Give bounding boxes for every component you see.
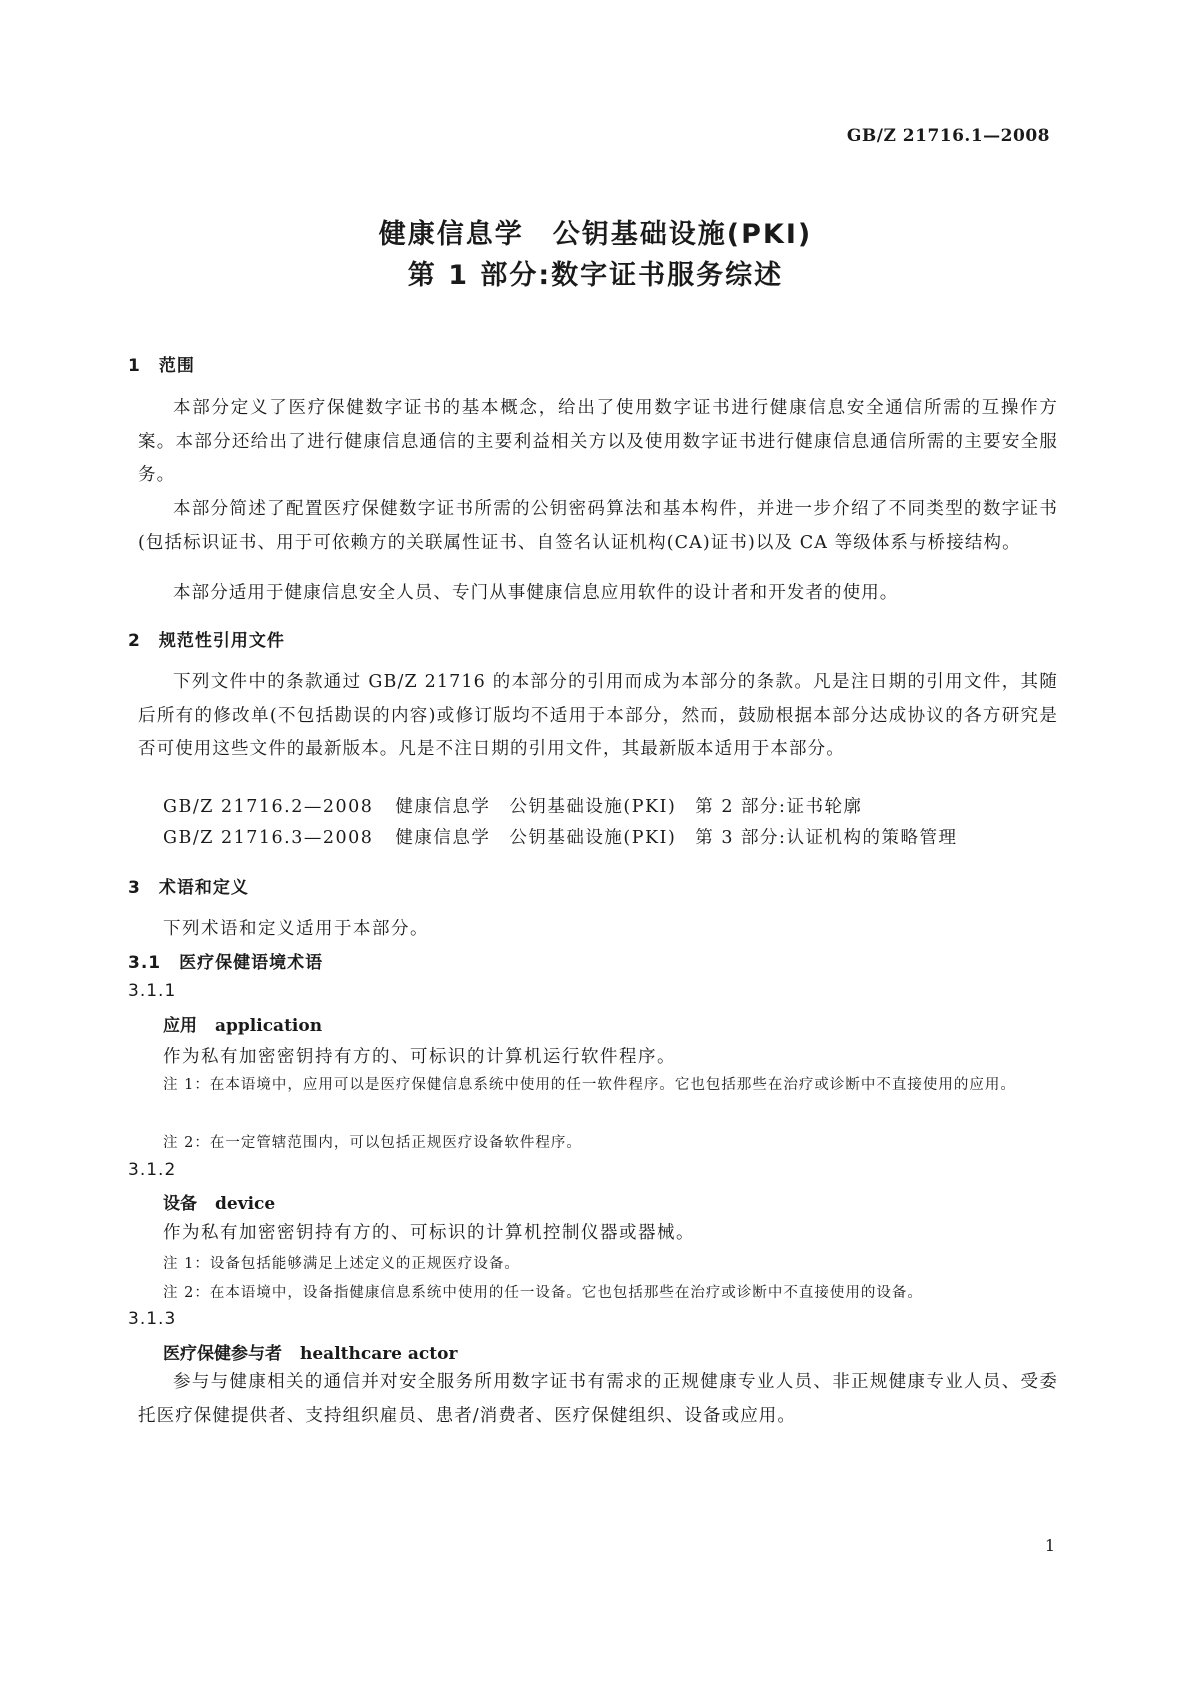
term-zh: 设备 <box>163 1194 197 1214</box>
subsection-3-1-heading: 3.1 医疗保健语境术语 <box>128 953 324 973</box>
normative-reference <box>163 824 957 849</box>
term-number: 3.1.3 <box>128 1309 177 1329</box>
term-zh: 医疗保健参与者 <box>163 1344 282 1364</box>
term-en: device <box>215 1194 276 1214</box>
reference-code: GB/Z 21716.2—2008 <box>163 797 374 817</box>
term-note: 注 1：设备包括能够满足上述定义的正规医疗设备。 <box>163 1256 520 1272</box>
term-definition: 参与与健康相关的通信并对安全服务所用数字证书有需求的正规健康专业人员、非正规健康专业人员、受委托医疗保健提供者、支持组织雇员、患者/消费者、医疗保健组织、设备或应用。 <box>138 1372 1058 1426</box>
term-definition: 作为私有加密密钥持有方的、可标识的计算机运行软件程序。 <box>163 1047 676 1067</box>
term-title <box>163 1011 322 1036</box>
section-3-heading: 3 术语和定义 <box>128 878 249 898</box>
term-number: 3.1.2 <box>128 1160 177 1180</box>
term-title <box>163 1339 457 1364</box>
reference-title: 健康信息学 公钥基础设施(PKI) 第 2 部分:证书轮廓 <box>395 797 863 817</box>
document-title-line2: 第 1 部分:数字证书服务综述 <box>407 260 784 291</box>
section-2-heading: 2 规范性引用文件 <box>128 631 285 651</box>
term-note: 注 2：在一定管辖范围内，可以包括正规医疗设备软件程序。 <box>163 1135 582 1151</box>
page-number: 1 <box>1044 1536 1055 1555</box>
term-note: 注 2：在本语境中，设备指健康信息系统中使用的任一设备。它也包括那些在治疗或诊断中不直接使用的设备。 <box>163 1285 923 1301</box>
term-en: application <box>215 1016 323 1036</box>
term-zh: 应用 <box>163 1016 197 1036</box>
section-3-intro: 下列术语和定义适用于本部分。 <box>163 919 429 939</box>
standard-code: GB/Z 21716.1—2008 <box>846 126 1050 146</box>
reference-code: GB/Z 21716.3—2008 <box>163 828 374 848</box>
reference-title: 健康信息学 公钥基础设施(PKI) 第 3 部分:认证机构的策略管理 <box>395 828 958 848</box>
document-title-line1: 健康信息学 公钥基础设施(PKI) <box>378 219 813 250</box>
term-en: healthcare actor <box>300 1344 458 1364</box>
normative-reference <box>163 793 862 818</box>
section-1-paragraph-2: 本部分简述了配置医疗保健数字证书所需的公钥密码算法和基本构件，并进一步介绍了不同类型的数字证书(包括标识证书、用于可依赖方的关联属性证书、自签名认证机构(CA)证书)以及 CA 等级体系与桥接结构。 <box>138 499 1058 553</box>
section-1-heading: 1 范围 <box>128 356 195 376</box>
term-number: 3.1.1 <box>128 981 177 1001</box>
term-definition: 作为私有加密密钥持有方的、可标识的计算机控制仪器或器械。 <box>163 1223 695 1243</box>
section-1-paragraph-1: 本部分定义了医疗保健数字证书的基本概念，给出了使用数字证书进行健康信息安全通信所需的互操作方案。本部分还给出了进行健康信息通信的主要利益相关方以及使用数字证书进行健康信息通信所需的主要安全服务。 <box>138 398 1058 485</box>
term-title <box>163 1189 275 1214</box>
section-2-paragraph: 下列文件中的条款通过 GB/Z 21716 的本部分的引用而成为本部分的条款。凡是注日期的引用文件，其随后所有的修改单(不包括勘误的内容)或修订版均不适用于本部分，然而，鼓励根据本部分达成协议的各方研究是否可使用这些文件的最新版本。凡是不注日期的引用文件，其最新版本适用于本部分。 <box>138 672 1058 759</box>
term-note: 注 1：在本语境中，应用可以是医疗保健信息系统中使用的任一软件程序。它也包括那些在治疗或诊断中不直接使用的应用。 <box>163 1077 1016 1093</box>
section-1-paragraph-3: 本部分适用于健康信息安全人员、专门从事健康信息应用软件的设计者和开发者的使用。 <box>173 583 899 603</box>
